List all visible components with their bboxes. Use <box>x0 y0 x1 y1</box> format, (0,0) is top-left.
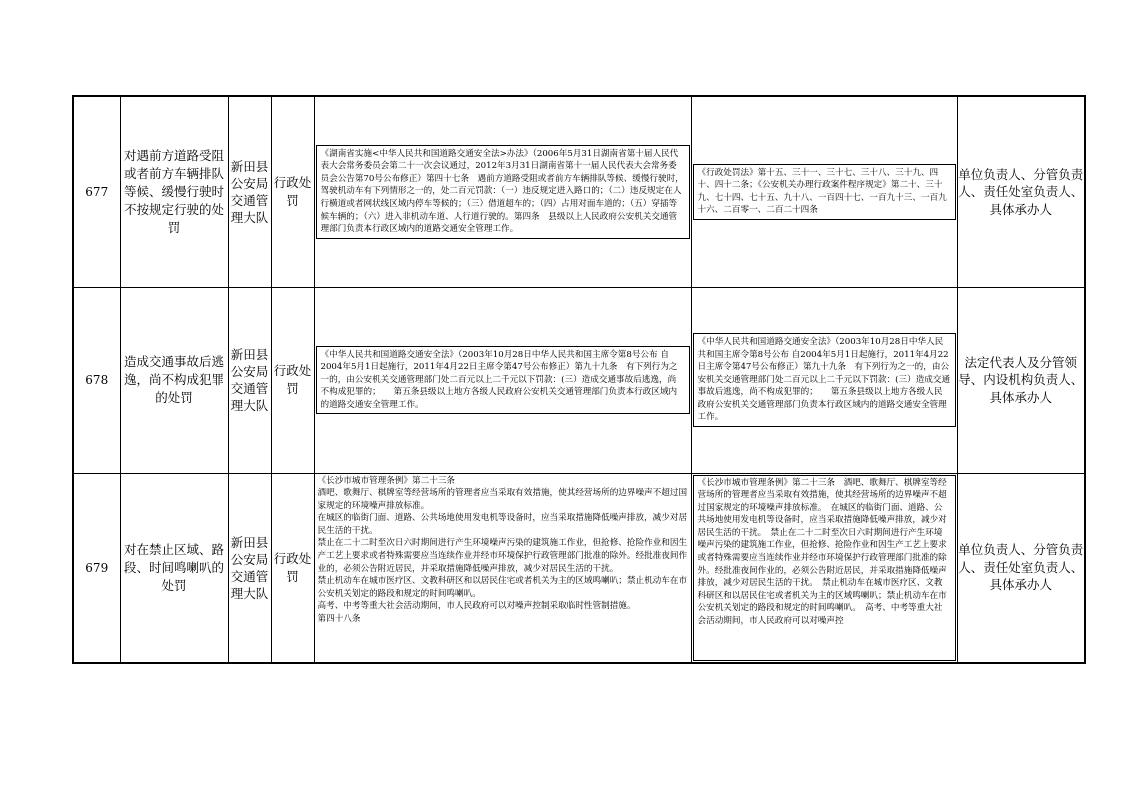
category: 行政处罚 <box>271 287 314 473</box>
category: 行政处罚 <box>271 473 314 663</box>
procedure-basis-cell <box>691 473 957 663</box>
item-name: 对在禁止区域、路段、时间鸣喇叭的处罚 <box>120 473 228 663</box>
legal-basis-cell <box>314 96 691 287</box>
procedure-basis-cell <box>691 287 957 473</box>
legal-basis-cell <box>314 287 691 473</box>
procedure-basis-cell <box>691 96 957 287</box>
department: 新田县公安局交通管理大队 <box>228 473 271 663</box>
row-number: 678 <box>73 287 120 473</box>
responsible-parties: 法定代表人及分管领导、内设机构负责人、具体承办人 <box>957 287 1085 473</box>
responsible-parties: 单位负责人、分管负责人、责任处室负责人、具体承办人 <box>957 96 1085 287</box>
item-name: 造成交通事故后逃逸，尚不构成犯罪的处罚 <box>120 287 228 473</box>
legal-basis: 《湖南省实施<中华人民共和国道路交通安全法>办法》（2006年5月31日湖南省第十届人民代表大会常务委员会第二十一次会议通过，2012年3月31日湖南省第十一届人民代表大会常务委员会公告第70号公布修正）第四十七条 遇前方道路受阻或者前方车辆排队等候、缓慢行驶时，驾驶机动车有下列情形之一的，处二百元罚款：（一）违反规定进入路口的；（二）违反规定在人行横道或者网状线区域内停车等候的；（三）借道超车的；（四）占用对面车道的；（五）穿插等候车辆的；（六）进入非机动车道、人行道行驶的。第四条 县级以上人民政府公安机关交通管理部门负责本行政区域内的道路交通安全管理工作。 <box>316 145 690 239</box>
item-name: 对遇前方道路受阻或者前方车辆排队等候、缓慢行驶时不按规定行驶的处罚 <box>120 96 228 287</box>
legal-basis: 《中华人民共和国道路交通安全法》（2003年10月28日中华人民共和国主席令第8号公布 自2004年5月1日起施行，2011年4月22日主席令第47号公布修正）第九十九条 有下列行为之一的，由公安机关交通管理部门处二百元以上二千元以下罚款：(三）造成交通事故后逃逸，尚不构成犯罪的； 第五条县级以上地方各级人民政府公安机关交通管理部门负责本行政区域内的道路交通安全管理工作。 <box>316 346 690 415</box>
category: 行政处罚 <box>271 96 314 287</box>
legal-basis: 《长沙市城市管理条例》第二十三条 酒吧、歌舞厅、棋牌室等经营场所的管理者应当采取有效措施，使其经营场所的边界噪声不超过国家规定的环境噪声排放标准。 在城区的临街门面、道路、公共场地使用发电机等设备时，应当采取措施降低噪声排放，减少对居民生活的干扰。 禁止在二十二时至次日六时期间进行产生环境噪声污染的建筑施工作业，但抢修、抢险作业和因生产工艺上要求或者特殊需要应当连续作业并经市环境保护行政管理部门批准的除外。经批准夜间作业的，必须公告附近居民，并采取措施降低噪声排放，减少对居民生活的干扰。 禁止机动车在城市医疗区、文教科研区和以居民住宅或者机关为主的区域鸣喇叭；禁止机动车在市公安机关划定的路段和规定的时间鸣喇叭。 高考、中考等重大社会活动期间，市人民政府可以对噪声控制采取临时性管制措施。 第四十八条 <box>317 475 688 625</box>
table-row <box>73 96 1085 287</box>
department: 新田县公安局交通管理大队 <box>228 287 271 473</box>
procedure-basis: 《长沙市城市管理条例》第二十三条 酒吧、歌舞厅、棋牌室等经营场所的管理者应当采取有效措施，使其经营场所的边界噪声不超过国家规定的环境噪声排放标准。 在城区的临街门面、道路、公共场地使用发电机等设备时，应当采取措施降低噪声排放，减少对居民生活的干扰。 禁止在二十二时至次日六时期间进行产生环境噪声污染的建筑施工作业，但抢修、抢险作业和因生产工艺上要求或者特殊需要应当连续作业并经市环境保护行政管理部门批准的除外。经批准夜间作业的，必须公告附近居民，并采取措施降低噪声排放，减少对居民生活的干扰。 禁止机动车在城市医疗区、文教科研区和以居民住宅或者机关为主的区域鸣喇叭；禁止机动车在市公安机关划定的路段和规定的时间鸣喇叭。 高考、中考等重大社会活动期间，市人民政府可以对噪声控 <box>693 475 956 661</box>
table-row <box>73 473 1085 663</box>
responsible-parties: 单位负责人、分管负责人、责任处室负责人、具体承办人 <box>957 473 1085 663</box>
row-number: 677 <box>73 96 120 287</box>
row-number: 679 <box>73 473 120 663</box>
procedure-basis: 《行政处罚法》第十五、三十一、三十七、三十八、三十九、四十、四十二条；《公安机关办理行政案件程序规定》第二十、三十九、七十四、七十五、九十八、一百四十七、一百九十三、一百九十六、二百零一、二百二十四条 <box>693 164 956 220</box>
legal-basis-cell <box>314 473 691 663</box>
power-list-table <box>72 95 1086 664</box>
department: 新田县公安局交通管理大队 <box>228 96 271 287</box>
table-row <box>73 287 1085 473</box>
procedure-basis: 《中华人民共和国道路交通安全法》（2003年10月28日中华人民共和国主席令第8号公布 自2004年5月1日起施行，2011年4月22日主席令第47号公布修正）第九十九条 有下列行为之一的，由公安机关交通管理部门处二百元以上二千元以下罚款：(三）造成交通事故后逃逸，尚不构成犯罪的； 第五条县级以上地方各级人民政府公安机关交通管理部门负责本行政区域内的道路交通安全管理工作。 <box>693 333 956 427</box>
